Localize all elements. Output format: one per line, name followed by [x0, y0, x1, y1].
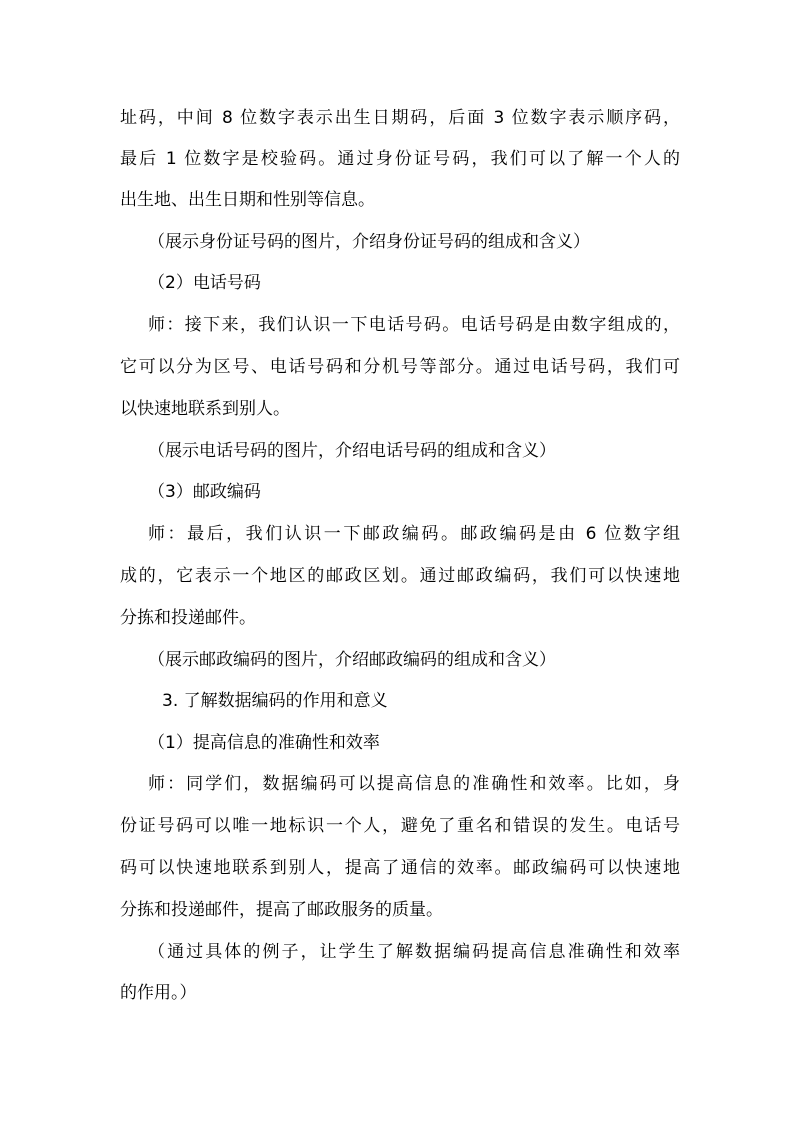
body-text-line: 以快速地联系到别人。	[120, 399, 290, 419]
figure-note: （通过具体的例子，让学生了解数据编码提高信息准确性和效率	[148, 942, 680, 962]
figure-note: 的作用。）	[120, 983, 197, 1003]
body-text-line: 分拣和投递邮件。	[120, 608, 256, 628]
body-text-line: 份证号码可以唯一地标识一个人，避免了重名和错误的发生。电话号	[120, 816, 680, 836]
body-text-line: 出生地、出生日期和性别等信息。	[120, 190, 375, 210]
body-text-line: 成的，它表示一个地区的邮政区划。通过邮政编码，我们可以快速地	[120, 566, 680, 586]
body-text-line: 最后 1 位数字是校验码。通过身份证号码，我们可以了解一个人的	[120, 149, 680, 169]
figure-note: （展示邮政编码的图片，介绍邮政编码的组成和含义）	[148, 650, 556, 670]
body-text-line: 码可以快速地联系到别人，提高了通信的效率。邮政编码可以快速地	[120, 858, 680, 878]
figure-note: （展示电话号码的图片，介绍电话号码的组成和含义）	[148, 441, 556, 461]
section-heading: 3. 了解数据编码的作用和意义	[162, 691, 388, 711]
body-text-line: 它可以分为区号、电话号码和分机号等部分。通过电话号码，我们可	[120, 357, 680, 377]
body-text-line: 址码，中间 8 位数字表示出生日期码，后面 3 位数字表示顺序码，	[120, 108, 680, 128]
section-heading: （1）提高信息的准确性和效率	[148, 733, 380, 753]
body-text-line: 师：同学们，数据编码可以提高信息的准确性和效率。比如，身	[148, 774, 680, 794]
section-heading: （2）电话号码	[148, 273, 261, 293]
body-text-line: 分拣和投递邮件，提高了邮政服务的质量。	[120, 900, 443, 920]
body-text-line: 师：接下来，我们认识一下电话号码。电话号码是由数字组成的，	[148, 315, 680, 335]
body-text-line: 师：最后，我们认识一下邮政编码。邮政编码是由 6 位数字组	[148, 524, 680, 544]
section-heading: （3）邮政编码	[148, 482, 261, 502]
figure-note: （展示身份证号码的图片，介绍身份证号码的组成和含义）	[148, 232, 590, 252]
